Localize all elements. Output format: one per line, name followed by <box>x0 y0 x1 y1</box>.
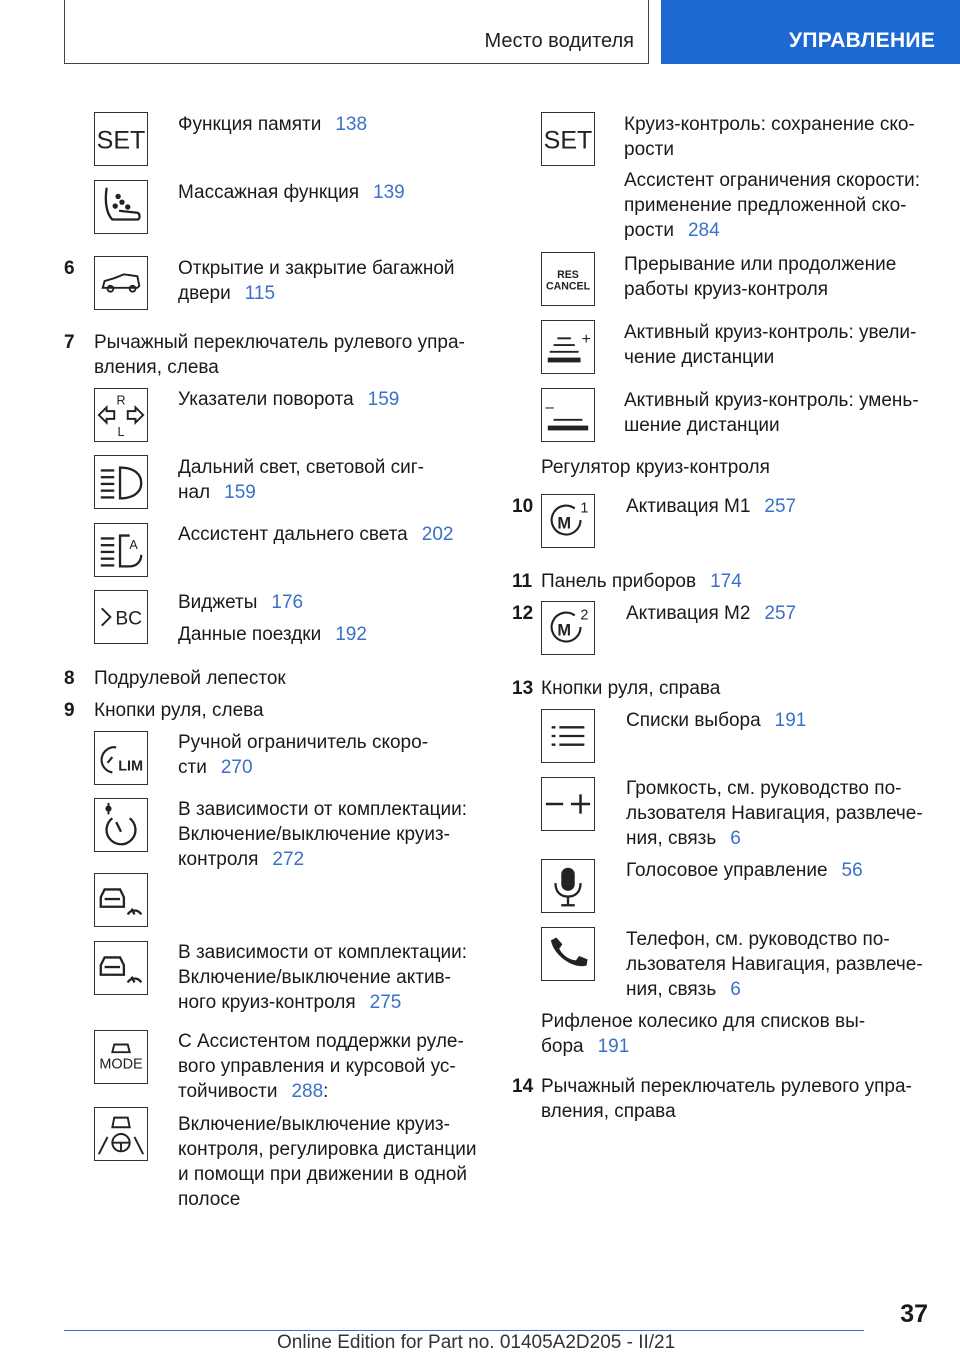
turn-signal-icon <box>94 388 148 442</box>
hba-ref[interactable]: 202 <box>421 524 454 545</box>
assist-text: Включение/выключение круиз- контроля, регулировка дистанции и помощи при движении в одной полосе <box>178 1114 477 1210</box>
item-number-7: 7 <box>64 332 75 353</box>
header-chapter-title: УПРАВЛЕНИЕ <box>789 29 936 52</box>
widgets-ref[interactable]: 176 <box>271 592 304 613</box>
massage-ref[interactable]: 139 <box>373 182 405 203</box>
volume-text: Громкость, см. руководство по- льзователя Навигация, развлече- ния, связь 6 <box>626 778 923 849</box>
res-label: RES <box>557 269 579 282</box>
m1-m-label: M <box>557 514 571 533</box>
cruise-ref[interactable]: 272 <box>272 849 305 870</box>
wheel-text: Рифленое колесико для списков вы- бора 191 <box>541 1011 866 1057</box>
lists-ref[interactable]: 191 <box>774 710 807 731</box>
turn-ref[interactable]: 159 <box>367 389 400 410</box>
highbeam-ref[interactable]: 159 <box>224 482 256 503</box>
item-number-10: 10 <box>512 496 534 517</box>
volume-ref[interactable]: 6 <box>730 828 741 849</box>
acc-ref[interactable]: 275 <box>369 992 402 1013</box>
mode-ref[interactable]: 288 <box>291 1081 324 1102</box>
m1-ref[interactable]: 257 <box>764 496 797 517</box>
footer-divider <box>64 1330 864 1331</box>
high-beam-assistant-icon <box>94 523 148 577</box>
dist-plus-label: + <box>581 331 591 349</box>
m2-ref[interactable]: 257 <box>764 603 797 624</box>
res-cancel-text: Прерывание или продолжение работы круиз-контроля <box>624 254 897 300</box>
trunk-ref[interactable]: 115 <box>244 283 276 304</box>
item-number-11: 11 <box>512 571 533 592</box>
header-chapter-tab[interactable] <box>661 0 960 64</box>
trunk-text: Открытие и закрытие багажной двери 115 <box>178 258 455 304</box>
m2-text: Активация M2 257 <box>626 603 797 624</box>
trip-ref[interactable]: 192 <box>335 624 367 645</box>
phone-icon <box>541 927 595 981</box>
m2-m-label: M <box>557 621 571 640</box>
cluster-text: Панель приборов 174 <box>541 571 742 592</box>
dist-minus-label: – <box>545 399 554 417</box>
mode-label: MODE <box>99 1056 143 1073</box>
res-cancel-icon <box>541 252 595 306</box>
item-number-13: 13 <box>512 678 534 699</box>
phone-ref[interactable]: 6 <box>730 979 741 1000</box>
footer-edition: Online Edition for Part no. 01405A2D205 - II/21 <box>277 1332 676 1353</box>
turn-r-label: R <box>116 393 126 408</box>
buttons-left-text: Кнопки руля, слева <box>94 700 264 721</box>
item-number-12: 12 <box>512 603 534 624</box>
distance-increase-icon <box>541 320 595 374</box>
volume-plus-minus-icon <box>541 777 595 831</box>
voice-ref[interactable]: 56 <box>841 860 863 881</box>
m1-icon <box>541 494 595 548</box>
item-number-14: 14 <box>512 1076 534 1097</box>
massage-function: Массажная функция 139 <box>178 182 405 203</box>
turn-l-label: L <box>117 425 125 440</box>
header-section-box <box>64 0 649 64</box>
set-icon-label: SET <box>96 126 146 155</box>
distance-decrease-icon <box>541 388 595 442</box>
wheel-ref[interactable]: 191 <box>597 1036 630 1057</box>
voice-text: Голосовое управление 56 <box>626 860 863 881</box>
memory-ref[interactable]: 138 <box>335 114 368 135</box>
steering-assist-icon <box>94 1107 148 1161</box>
active-cruise-icon <box>94 941 148 995</box>
widgets-text: Виджеты 176 <box>178 592 304 613</box>
item-number-6: 6 <box>64 258 75 279</box>
hba-text: Ассистент дальнего света 202 <box>178 524 454 545</box>
turn-signal-text: Указатели поворота 159 <box>178 389 400 410</box>
set-speed-label: SET <box>543 126 593 155</box>
page-number: 37 <box>900 1300 928 1328</box>
cruise-control-icon <box>94 798 148 852</box>
bc-widgets-icon <box>94 590 148 644</box>
distance-decrease-text: Активный круиз-контроль: умень- шение дистанции <box>624 390 919 436</box>
regulator-text: Регулятор круиз-контроля <box>541 457 770 478</box>
set-button-icon <box>94 112 148 166</box>
cruise-text: В зависимости от комплектации: Включение/выключение круиз- контроля 272 <box>178 799 467 870</box>
acc-text: В зависимости от комплектации: Включение/выключение актив- ного круиз-контроля 275 <box>178 942 467 1013</box>
sla-ref[interactable]: 284 <box>687 220 720 241</box>
cruise-car-icon <box>94 873 148 927</box>
m1-sub-label: 1 <box>580 500 589 517</box>
m2-sub-label: 2 <box>580 607 589 624</box>
high-beam-icon <box>94 455 148 509</box>
hba-a-label: A <box>129 538 138 553</box>
buttons-right-text: Кнопки руля, справа <box>541 678 721 699</box>
lever-left-text: Рычажный переключатель рулевого упра- вления, слева <box>94 332 465 378</box>
massage-seat-icon <box>94 180 148 234</box>
cluster-ref[interactable]: 174 <box>710 571 742 592</box>
m1-text: Активация M1 257 <box>626 496 797 517</box>
set-speed-icon <box>541 112 595 166</box>
header-section-title: Место водителя <box>484 30 634 52</box>
speed-limiter-icon <box>94 731 148 785</box>
lists-text: Списки выбора 191 <box>626 710 807 731</box>
lim-label: LIM <box>118 758 144 775</box>
paddle-text: Подрулевой лепесток <box>94 668 286 689</box>
sla-text: Ассистент ограничения скорости: применение предложенной ско- рости 284 <box>624 170 921 241</box>
limiter-text: Ручной ограничитель скоро- сти 270 <box>178 732 429 778</box>
distance-increase-text: Активный круиз-контроль: увели- чение дистанции <box>624 322 917 368</box>
lim-ref[interactable]: 270 <box>220 757 253 778</box>
trip-data-text: Данные поездки 192 <box>178 624 367 645</box>
mode-text: С Ассистентом поддержки руле- вого управления и курсовой ус- тойчивости 288: <box>178 1031 464 1102</box>
cancel-label: CANCEL <box>545 280 591 293</box>
m2-icon <box>541 601 595 655</box>
item-number-8: 8 <box>64 668 75 689</box>
lever-right-text: Рычажный переключатель рулевого упра- вления, справа <box>541 1076 912 1122</box>
microphone-icon <box>541 859 595 913</box>
item-number-9: 9 <box>64 700 75 721</box>
list-icon <box>541 709 595 763</box>
phone-text: Телефон, см. руководство по- льзователя Навигация, развлече- ния, связь 6 <box>626 929 923 1000</box>
trunk-car-icon <box>94 256 148 310</box>
bc-label: BC <box>115 608 143 630</box>
mode-icon <box>94 1030 148 1084</box>
memory-function: Функция памяти 138 <box>178 114 368 135</box>
set-speed-text: Круиз-контроль: сохранение ско- рости <box>624 114 915 160</box>
high-beam-text: Дальний свет, световой сиг- нал 159 <box>178 457 424 503</box>
